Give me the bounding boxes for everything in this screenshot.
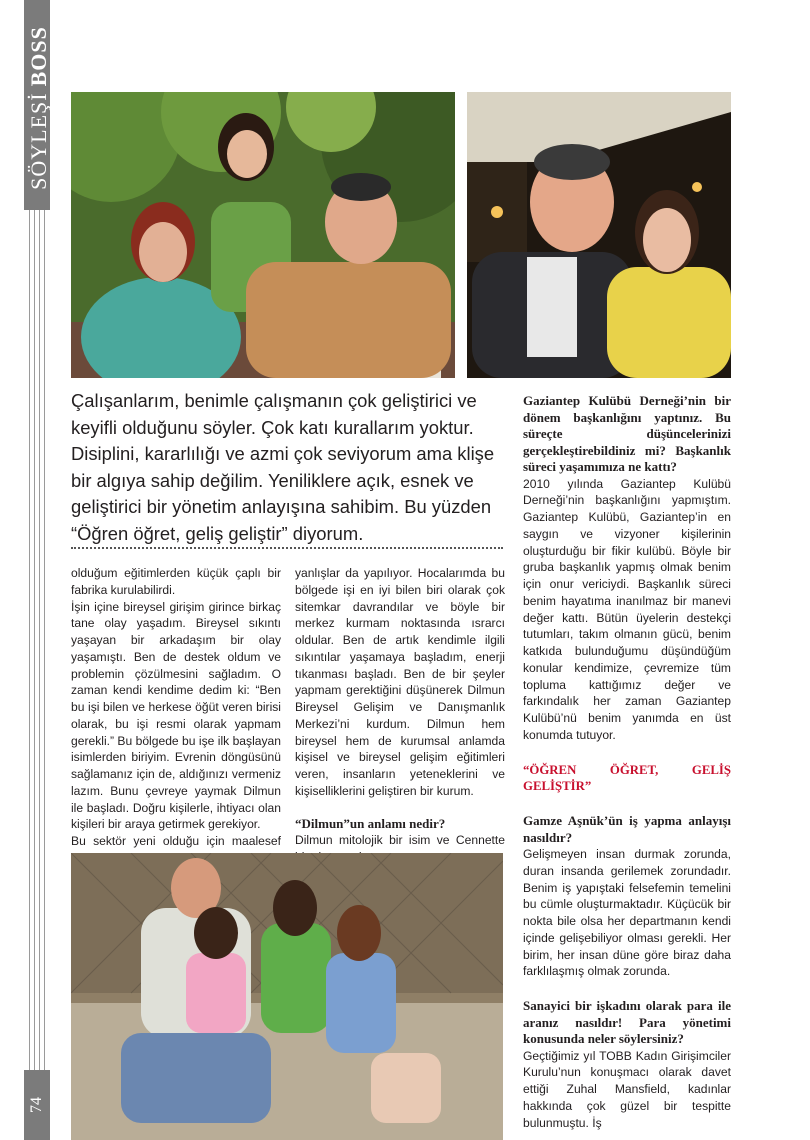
photo-top-right xyxy=(467,92,731,378)
paragraph: Dilmun mitolojik bir isim ve Cennette xyxy=(295,833,505,847)
paragraph: İşin içine bireysel girişim girince birkaç tane olay yaşadım. Bireysel sıkıntı yaşayan bir arkadaşım bir olay yaşamıştı. Ben de destek oldum ve problemin çözülmesini sağladım. O zaman kendi kendime dedim ki: “Ben bu işi bilen ve herkese öğüt veren birisi olarak, bu işi resmi olarak yapmam gerekli.” Bu bölgede bu işe ilk başlayan isimlerden biriyim. Evrenin döngüsünü sağlamanız için de, aldığınızı vermeniz lazım. Bunu çevreye yaymak Dilmun ile başladı. Doğru kişilerle, ihtiyacı olan kişileri bir araya getirmek gerekiyor. xyxy=(71,599,281,832)
paragraph: olduğum eğitimlerden küçük çaplı bir fabrika kurulabilirdi. xyxy=(71,566,281,597)
paragraph: Geçtiğimiz yıl TOBB Kadın Girişimciler Kurulu’nun konuşmacı olarak davet ettiği Zuhal Mansfield, kadınlar hakkında çok güzel bir tespitte bulunmuştu. İş xyxy=(523,1048,731,1130)
interview-question: Gaziantep Kulübü Derneği’nin bir dönem başkanlığını yaptınız. Bu süreçte düşüncelerinizi gerçekleştirebildiniz mi? Başkanlık süreci yaşamımıza ne kattı? xyxy=(523,393,731,474)
article-column-3 xyxy=(523,393,731,1131)
section-word-boss: BOSS xyxy=(26,26,51,87)
side-rule-lines xyxy=(28,210,48,1070)
page-number-tab xyxy=(24,1070,50,1140)
photo-top-left xyxy=(71,92,455,378)
section-word-soylesi: SÖYLEŞİ xyxy=(26,92,51,190)
page-number: 74 xyxy=(28,1097,45,1113)
paragraph: Bu sektör yeni olduğu için maalesef xyxy=(71,834,281,848)
interview-question: Gamze Aşnük’ün iş yapma anlayışı nasıldır? xyxy=(523,813,731,845)
interview-question: Sanayici bir işkadını olarak para ile aranız nasıldır! Para yönetimi konusunda neler söylersiniz? xyxy=(523,998,731,1046)
section-heading: “ÖĞREN ÖĞRET, GELİŞ GELİŞTİR” xyxy=(523,762,731,794)
paragraph: 2010 yılında Gaziantep Kulübü Derneği’nin başkanlığını yapmıştım. Gaziantep Kulübü, Gaziantep’in en saygın ve vizyoner kişilerinin oluşturduğu bir fikir kulübü. Böyle bir gruba başkanlık yapmış olmak benim için onur vericiydi. Başkanlık süreci benim hayatıma inanılmaz bir manevi değer kattı. Bütün üyelerin destekçi tutumları, takım olmanın gücü, benim katkıda bulunduğumu düşündüğüm konular kendimize, çevremize tüm topluma kattığımız değer ve farkındalık her zaman Gaziantep Kulübü’nü benim yanımda en üst konumda tutuyor. xyxy=(523,476,731,742)
paragraph: yanlışlar da yapılıyor. Hocalarımda bu bölgede işi en iyi bilen biri olarak çok sitemkar davrandılar ve böyle bir merkez kurmam noktasında ısrarcı oldular. Ben de artık kendimle ilgili sıkıntılar yaşamaya başladım, enerji tıkanması başladı. Ben de bir şeyler yapmam gerektiğini düşünerek Dilmun Bireysel Gelişim ve Danışmanlık Merkezi’ni kurdum. Dilmun hem bireysel hem de kurumsal anlamda kişisel ve bireysel gelişim eğitimleri veren, insanların yeteneklerini ve kişiselliklerini geliştiren bir kurum. xyxy=(295,566,505,798)
pull-quote: Çalışanlarım, benimle çalışmanın çok geliştirici ve keyifli olduğunu söyler. Çok katı kurallarım yoktur. Disiplini, kararlılığı ve azmi çok seviyorum ama klişe bir algıya sahip değilim. Yeniliklere açık, esnek ve geliştirici bir yönetim anlayışına sahibim. Bu yüzden “Öğren öğret, geliş geliştir” diyorum. xyxy=(71,390,495,544)
paragraph: Gelişmeyen insan durmak zorunda, duran insanda gerilemek zorundadır. Benim iş yapıştaki felsefemin temelini bu cümle oluşturmaktadır. Küçücük bir nokta bile olsa her departmanın kendi içinde gelişebiliyor olması gerekli. Her birim, her insan düne göre biraz daha farklılaşmış olmak zorunda. xyxy=(523,847,731,979)
section-label xyxy=(26,23,52,193)
photo-bottom xyxy=(71,853,503,1140)
dotted-divider xyxy=(71,547,503,549)
interview-question: “Dilmun”un anlamı nedir? xyxy=(295,815,446,831)
article-column-2 xyxy=(295,565,505,866)
section-tab xyxy=(24,0,50,210)
article-column-1 xyxy=(71,565,281,867)
